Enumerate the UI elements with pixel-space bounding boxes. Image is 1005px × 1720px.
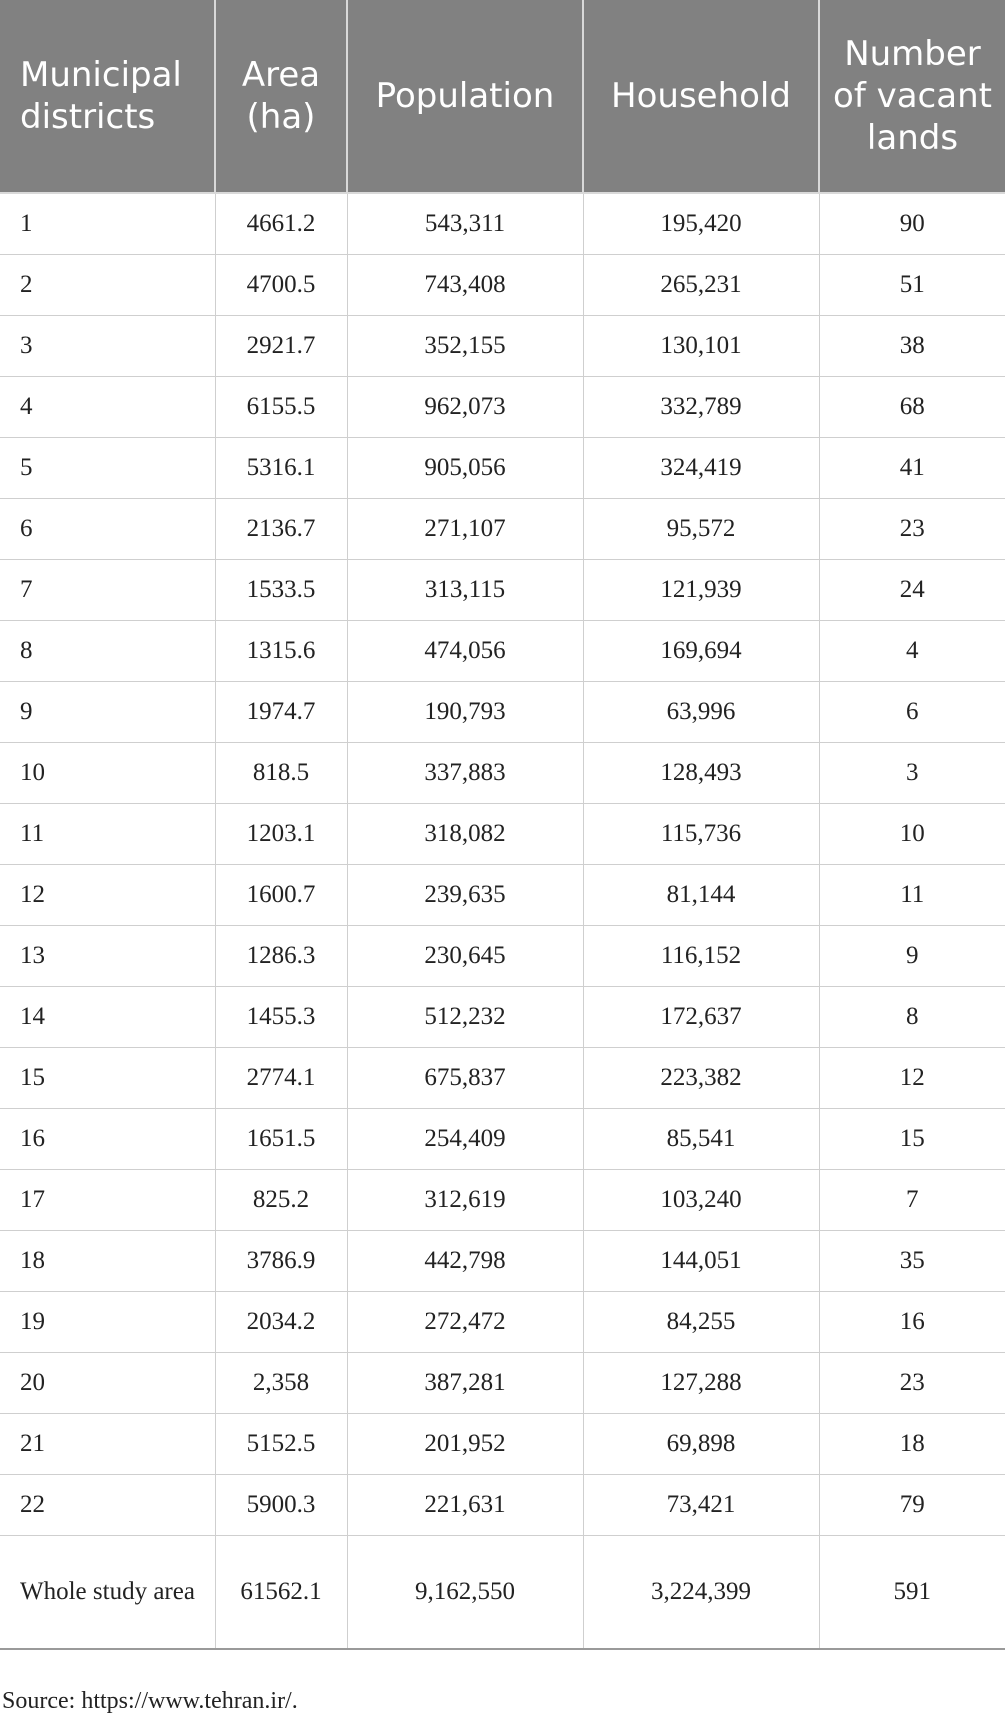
cell-household: 84,255 [583,1292,819,1353]
table-row [0,804,1005,865]
cell-household: 73,421 [583,1475,819,1536]
cell-district: 3 [0,316,215,377]
cell-population: 272,472 [347,1292,583,1353]
table-body [0,193,1005,1649]
table-row [0,682,1005,743]
cell-population: 190,793 [347,682,583,743]
table-row [0,1170,1005,1231]
cell-household: 81,144 [583,865,819,926]
cell-household: 130,101 [583,316,819,377]
cell-household: 195,420 [583,193,819,255]
cell-district: 15 [0,1048,215,1109]
cell-district: 20 [0,1353,215,1414]
cell-district: 6 [0,499,215,560]
cell-district: 18 [0,1231,215,1292]
cell-vacant-lands: 38 [819,316,1005,377]
cell-district: 1 [0,193,215,255]
cell-area: 5316.1 [215,438,347,499]
cell-area: 4661.2 [215,193,347,255]
cell-vacant-lands: 51 [819,255,1005,316]
cell-household: 121,939 [583,560,819,621]
cell-area: 1651.5 [215,1109,347,1170]
cell-household: 223,382 [583,1048,819,1109]
cell-district: 14 [0,987,215,1048]
cell-household: 127,288 [583,1353,819,1414]
cell-area: 1974.7 [215,682,347,743]
cell-vacant-lands: 35 [819,1231,1005,1292]
cell-area: 2,358 [215,1353,347,1414]
table-row [0,1109,1005,1170]
header-vacant-lands: Number of vacant lands [819,0,1005,193]
cell-household: 144,051 [583,1231,819,1292]
cell-area: 1600.7 [215,865,347,926]
header-household: Household [583,0,819,193]
cell-vacant-lands: 10 [819,804,1005,865]
cell-area: 3786.9 [215,1231,347,1292]
cell-vacant-lands: 41 [819,438,1005,499]
cell-population: 905,056 [347,438,583,499]
cell-vacant-lands: 18 [819,1414,1005,1475]
cell-vacant-lands: 15 [819,1109,1005,1170]
cell-population: 271,107 [347,499,583,560]
cell-district: 21 [0,1414,215,1475]
cell-district: 4 [0,377,215,438]
cell-population: 474,056 [347,621,583,682]
cell-household: 103,240 [583,1170,819,1231]
cell-population: 337,883 [347,743,583,804]
cell-population: 543,311 [347,193,583,255]
cell-district: 19 [0,1292,215,1353]
table-row [0,316,1005,377]
table-row [0,1048,1005,1109]
cell-area: 2034.2 [215,1292,347,1353]
cell-district: 17 [0,1170,215,1231]
cell-area: 1203.1 [215,804,347,865]
cell-vacant-lands: 16 [819,1292,1005,1353]
table-row [0,438,1005,499]
cell-household: 324,419 [583,438,819,499]
cell-district: 22 [0,1475,215,1536]
cell-population: 312,619 [347,1170,583,1231]
table-row [0,499,1005,560]
cell-area: 2774.1 [215,1048,347,1109]
cell-vacant-lands: 68 [819,377,1005,438]
cell-district: Whole study area [0,1536,215,1650]
cell-household: 63,996 [583,682,819,743]
cell-area: 2136.7 [215,499,347,560]
table-row [0,926,1005,987]
table-row [0,865,1005,926]
cell-population: 239,635 [347,865,583,926]
table-row [0,1292,1005,1353]
cell-district: 9 [0,682,215,743]
table-row [0,1475,1005,1536]
cell-household: 172,637 [583,987,819,1048]
cell-district: 7 [0,560,215,621]
cell-vacant-lands: 4 [819,621,1005,682]
cell-population: 9,162,550 [347,1536,583,1650]
cell-district: 11 [0,804,215,865]
table-row [0,560,1005,621]
cell-vacant-lands: 12 [819,1048,1005,1109]
cell-district: 12 [0,865,215,926]
source-note: Source: https://www.tehran.ir/. [2,1688,298,1714]
cell-area: 5900.3 [215,1475,347,1536]
cell-area: 6155.5 [215,377,347,438]
total-row [0,1536,1005,1650]
header-area: Area (ha) [215,0,347,193]
cell-household: 95,572 [583,499,819,560]
cell-household: 116,152 [583,926,819,987]
cell-area: 1315.6 [215,621,347,682]
cell-vacant-lands: 23 [819,499,1005,560]
cell-population: 387,281 [347,1353,583,1414]
table-row [0,987,1005,1048]
cell-district: 5 [0,438,215,499]
header-row [0,0,1005,193]
cell-vacant-lands: 3 [819,743,1005,804]
cell-area: 1455.3 [215,987,347,1048]
cell-area: 818.5 [215,743,347,804]
cell-population: 352,155 [347,316,583,377]
table-row [0,621,1005,682]
cell-household: 85,541 [583,1109,819,1170]
cell-household: 3,224,399 [583,1536,819,1650]
cell-household: 69,898 [583,1414,819,1475]
cell-household: 265,231 [583,255,819,316]
cell-population: 318,082 [347,804,583,865]
cell-household: 128,493 [583,743,819,804]
cell-population: 230,645 [347,926,583,987]
cell-population: 201,952 [347,1414,583,1475]
cell-district: 10 [0,743,215,804]
cell-population: 512,232 [347,987,583,1048]
cell-area: 2921.7 [215,316,347,377]
cell-vacant-lands: 23 [819,1353,1005,1414]
cell-area: 5152.5 [215,1414,347,1475]
table-header [0,0,1005,193]
cell-population: 962,073 [347,377,583,438]
table-row [0,377,1005,438]
cell-vacant-lands: 7 [819,1170,1005,1231]
table-row [0,255,1005,316]
cell-population: 254,409 [347,1109,583,1170]
cell-district: 8 [0,621,215,682]
cell-vacant-lands: 6 [819,682,1005,743]
cell-vacant-lands: 9 [819,926,1005,987]
cell-vacant-lands: 79 [819,1475,1005,1536]
cell-area: 1533.5 [215,560,347,621]
cell-vacant-lands: 8 [819,987,1005,1048]
table-row [0,1231,1005,1292]
cell-population: 221,631 [347,1475,583,1536]
cell-household: 332,789 [583,377,819,438]
cell-vacant-lands: 591 [819,1536,1005,1650]
cell-area: 825.2 [215,1170,347,1231]
header-municipal-districts: Municipal districts [0,0,215,193]
cell-area: 1286.3 [215,926,347,987]
table-row [0,1353,1005,1414]
cell-population: 743,408 [347,255,583,316]
cell-vacant-lands: 24 [819,560,1005,621]
cell-household: 115,736 [583,804,819,865]
cell-district: 2 [0,255,215,316]
table-row [0,743,1005,804]
cell-area: 61562.1 [215,1536,347,1650]
table-row [0,1414,1005,1475]
cell-district: 16 [0,1109,215,1170]
cell-district: 13 [0,926,215,987]
cell-area: 4700.5 [215,255,347,316]
header-population: Population [347,0,583,193]
cell-population: 313,115 [347,560,583,621]
cell-household: 169,694 [583,621,819,682]
cell-population: 675,837 [347,1048,583,1109]
cell-population: 442,798 [347,1231,583,1292]
cell-vacant-lands: 11 [819,865,1005,926]
table-row [0,193,1005,255]
cell-vacant-lands: 90 [819,193,1005,255]
